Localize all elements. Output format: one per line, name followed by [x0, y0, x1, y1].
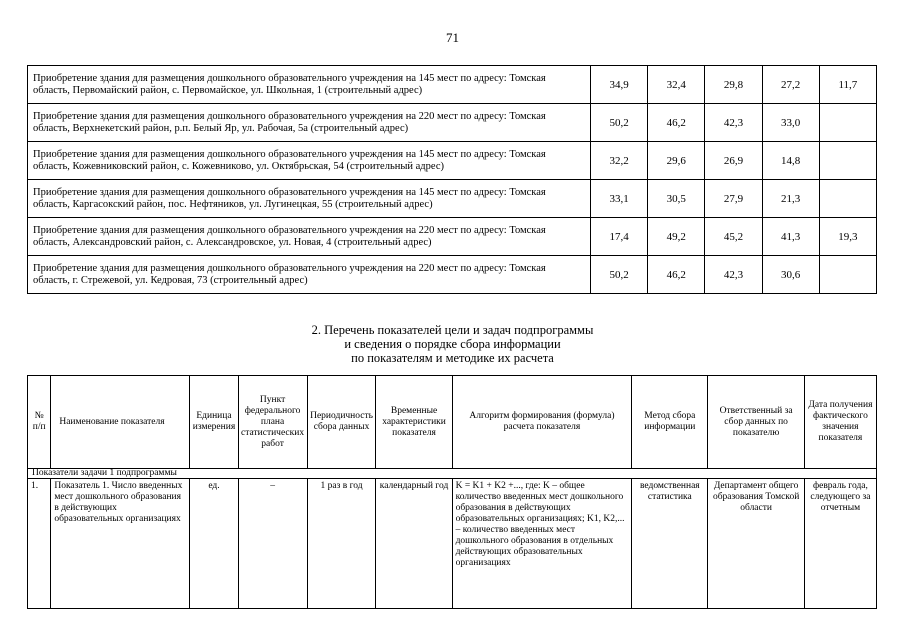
header-date: Дата получения фактического значения показателя: [804, 376, 876, 469]
table-row: [28, 218, 877, 256]
row-value-3: 27,9: [705, 180, 762, 218]
section-title-line3: по показателям и методике их расчета: [351, 351, 554, 365]
indicators-table: [27, 375, 877, 609]
row-description: Приобретение здания для размещения дошкольного образовательного учреждения на 220 мест по адресу: Томская область, г. Стрежевой, ул. Кедровая, 73 (строительный адрес): [28, 256, 591, 294]
row-value-1: 33,1: [591, 180, 648, 218]
row-name: Показатель 1. Число введенных мест дошкольного образования в действующих образовательных организациях: [51, 479, 190, 609]
row-description: Приобретение здания для размещения дошкольного образовательного учреждения на 145 мест по адресу: Томская область, Первомайский район, с. Первомайское, ул. Школьная, 1 (строительный адрес): [28, 66, 591, 104]
row-responsible: Департамент общего образования Томской области: [708, 479, 804, 609]
row-value-1: 17,4: [591, 218, 648, 256]
header-time-char: Временные характеристики показателя: [376, 376, 452, 469]
row-value-1: 50,2: [591, 104, 648, 142]
page-number: 71: [446, 30, 459, 45]
row-num: 1.: [28, 479, 51, 609]
header-row: [28, 376, 877, 469]
row-value-4: 14,8: [762, 142, 819, 180]
header-responsible: Ответственный за сбор данных по показателю: [708, 376, 804, 469]
header-name: Наименование показателя: [51, 376, 190, 469]
header-unit: Единица измерения: [190, 376, 238, 469]
row-value-3: 42,3: [705, 256, 762, 294]
row-value-4: 30,6: [762, 256, 819, 294]
header-method: Метод сбора информации: [632, 376, 708, 469]
row-value-1: 32,2: [591, 142, 648, 180]
row-value-5: [819, 104, 876, 142]
row-value-4: 41,3: [762, 218, 819, 256]
row-value-5: 11,7: [819, 66, 876, 104]
row-algorithm: K = K1 + K2 +..., где: K – общее количество введенных мест дошкольного образования в действующих образовательных организациях; K1, K2,... – количество введенных мест дошкольного образования в отдельных действующих образовательных организациях: [452, 479, 632, 609]
funding-table: [27, 65, 877, 294]
table-row: [28, 479, 877, 609]
row-description: Приобретение здания для размещения дошкольного образовательного учреждения на 220 мест по адресу: Томская область, Александровский район, с. Александровское, ул. Новая, 4 (строительный адрес): [28, 218, 591, 256]
section-title: [0, 323, 905, 365]
table-row: [28, 142, 877, 180]
row-periodicity: 1 раз в год: [307, 479, 376, 609]
row-plan-item: –: [238, 479, 307, 609]
table-row: [28, 66, 877, 104]
row-description: Приобретение здания для размещения дошкольного образовательного учреждения на 145 мест по адресу: Томская область, Кожевниковский район, с. Кожевниково, ул. Октябрьская, 54 (строительный адрес): [28, 142, 591, 180]
row-value-4: 33,0: [762, 104, 819, 142]
row-value-4: 27,2: [762, 66, 819, 104]
row-value-5: [819, 180, 876, 218]
row-value-2: 46,2: [648, 256, 705, 294]
header-num: № п/п: [28, 376, 51, 469]
section-title-line2: и сведения о порядке сбора информации: [344, 337, 561, 351]
row-value-3: 26,9: [705, 142, 762, 180]
row-value-5: 19,3: [819, 218, 876, 256]
row-value-5: [819, 256, 876, 294]
row-value-1: 34,9: [591, 66, 648, 104]
header-plan-item: Пункт федерального плана статистических работ: [238, 376, 307, 469]
row-value-3: 42,3: [705, 104, 762, 142]
section-title-line1: 2. Перечень показателей цели и задач подпрограммы: [311, 323, 594, 337]
row-value-4: 21,3: [762, 180, 819, 218]
table-row: [28, 104, 877, 142]
row-description: Приобретение здания для размещения дошкольного образовательного учреждения на 145 мест по адресу: Томская область, Каргасокский район, пос. Нефтяников, ул. Лугинецкая, 55 (строительный адрес): [28, 180, 591, 218]
row-value-2: 49,2: [648, 218, 705, 256]
row-value-1: 50,2: [591, 256, 648, 294]
row-value-3: 29,8: [705, 66, 762, 104]
row-value-2: 30,5: [648, 180, 705, 218]
row-value-5: [819, 142, 876, 180]
row-unit: ед.: [190, 479, 238, 609]
table-row: [28, 256, 877, 294]
row-time-char: календарный год: [376, 479, 452, 609]
table-row: [28, 180, 877, 218]
header-algorithm: Алгоритм формирования (формула) расчета показателя: [452, 376, 632, 469]
row-method: ведомственная статистика: [632, 479, 708, 609]
group-label: Показатели задачи 1 подпрограммы: [28, 469, 877, 479]
group-row: [28, 469, 877, 479]
row-value-2: 29,6: [648, 142, 705, 180]
row-value-2: 46,2: [648, 104, 705, 142]
row-value-2: 32,4: [648, 66, 705, 104]
row-date: февраль года, следующего за отчетным: [804, 479, 876, 609]
row-description: Приобретение здания для размещения дошкольного образовательного учреждения на 220 мест по адресу: Томская область, Верхнекетский район, р.п. Белый Яр, ул. Рабочая, 5а (строительный адрес): [28, 104, 591, 142]
header-periodicity: Периодичность сбора данных: [307, 376, 376, 469]
row-value-3: 45,2: [705, 218, 762, 256]
